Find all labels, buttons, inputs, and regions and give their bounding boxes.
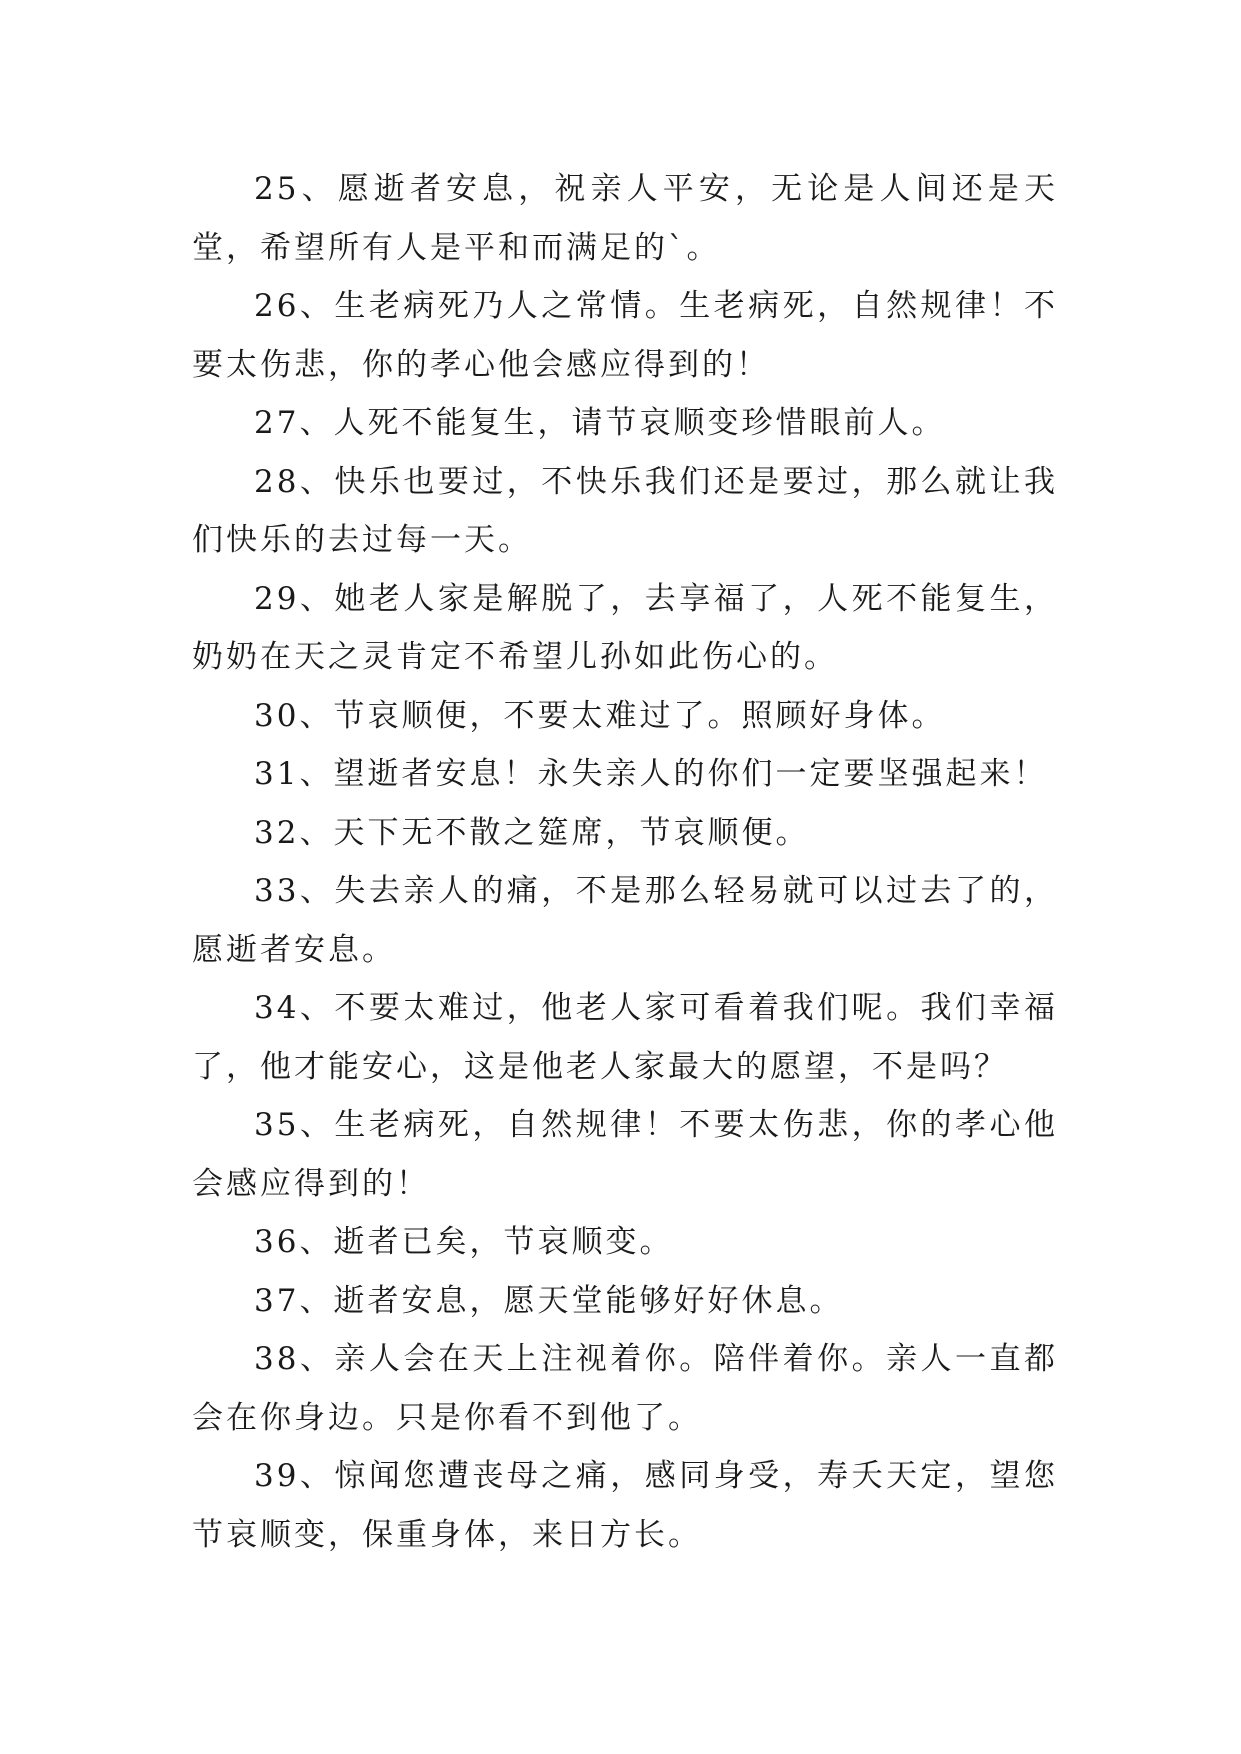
paragraph-27: 27、人死不能复生，请节哀顺变珍惜眼前人。 [254,405,946,441]
paragraph-31: 31、望逝者安息！永失亲人的你们一定要坚强起来！ [254,756,1048,792]
paragraph-25: 25、愿逝者安息，祝亲人平安，无论是人间还是天堂，希望所有人是平和而满足的`。 [192,171,1058,266]
paragraph-37: 37、逝者安息，愿天堂能够好好休息。 [254,1282,844,1319]
paragraph-30: 30、节哀顺便，不要太难过了。照顾好身体。 [254,697,946,734]
paragraph-38: 38、亲人会在天上注视着你。陪伴着你。亲人一直都会在你身边。只是你看不到他了。 [192,1341,1058,1436]
paragraph-36: 36、逝者已矣，节哀顺变。 [254,1224,674,1260]
paragraph-33: 33、失去亲人的痛，不是那么轻易就可以过去了的，愿逝者安息。 [192,873,1058,968]
paragraph-26: 26、生老病死乃人之常情。生老病死，自然规律！不要太伤悲，你的孝心他会感应得到的！ [192,288,1058,383]
paragraph-28: 28、快乐也要过，不快乐我们还是要过，那么就让我们快乐的去过每一天。 [192,463,1058,558]
document-body [192,160,1058,1564]
paragraph-35: 35、生老病死，自然规律！不要太伤悲，你的孝心他会感应得到的！ [192,1107,1058,1202]
paragraph-34: 34、不要太难过，他老人家可看着我们呢。我们幸福了，他才能安心，这是他老人家最大的愿望，不是吗？ [192,990,1058,1085]
paragraph-39: 39、惊闻您遭丧母之痛，感同身受，寿夭天定，望您节哀顺变，保重身体，来日方长。 [192,1458,1058,1553]
paragraph-32: 32、天下无不散之筵席，节哀顺便。 [254,814,810,851]
paragraph-29: 29、她老人家是解脱了，去享福了，人死不能复生，奶奶在天之灵肯定不希望儿孙如此伤心的。 [192,580,1058,675]
